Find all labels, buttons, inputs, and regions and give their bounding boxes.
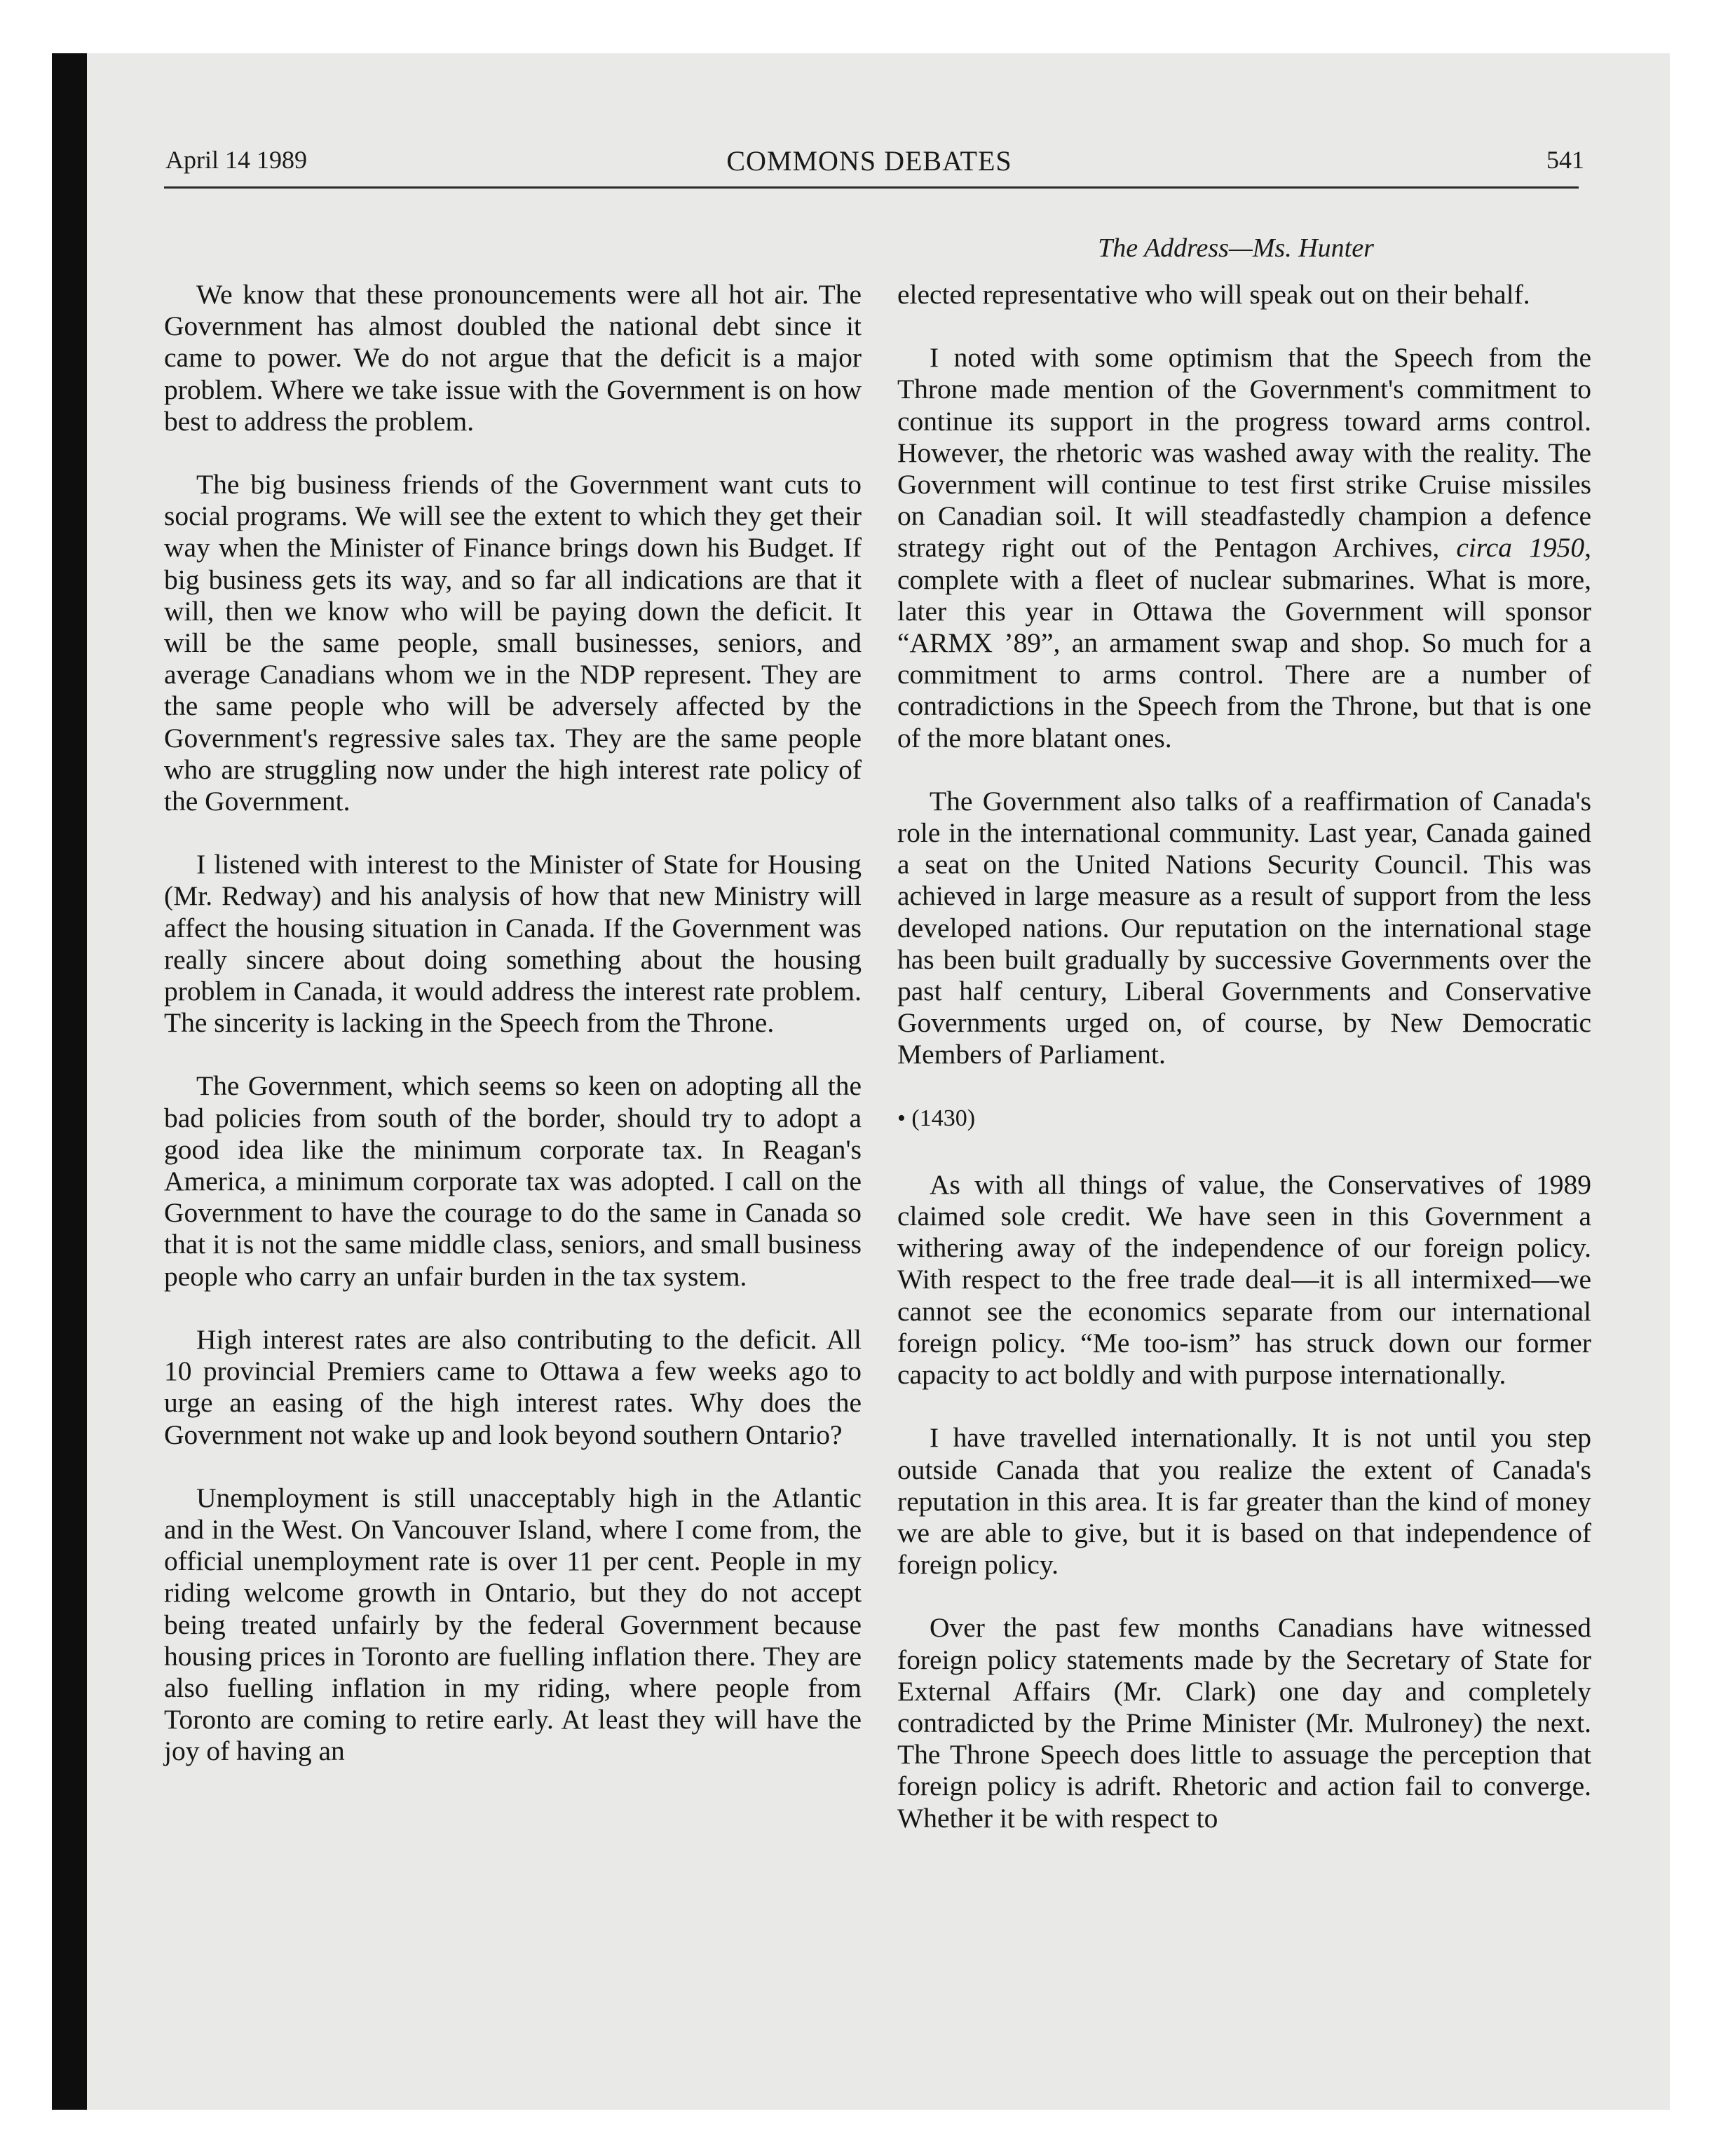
paragraph: I listened with interest to the Minister of State for Housing (Mr. Redway) and his analysis of how that new Ministry will affect the housing situation in Canada. If the Government was really sincere about doing something about the housing problem in Canada, it would address the interest rate problem. The sincerity is lacking in the Speech from the Throne.	[164, 849, 862, 1039]
text-run: , complete with a fleet of nuclear submarines. What is more, later this year in Ottawa the Government will sponsor “ARMX ’89”, an armament swap and shop. So much for a commitment to arms control. There are a number of contradictions in the Speech from the Throne, but that is one of the more blatant ones.	[897, 532, 1591, 753]
paragraph: The Government also talks of a reaffirmation of Canada's role in the international community. Last year, Canada gained a seat on the United Nations Security Council. This was achieved in large measure as a result of support from the less developed nations. Our reputation on the international stage has been built gradually by successive Governments over the past half century, Liberal Governments and Conservative Governments urged on, of course, by New Democratic Members of Parliament.	[897, 785, 1591, 1070]
time-marker: • (1430)	[897, 1105, 976, 1131]
paragraph	[897, 342, 1591, 754]
running-head: The Address—Ms. Hunter	[1098, 233, 1374, 263]
scan-binding-edge	[52, 53, 87, 2110]
paragraph: Unemployment is still unacceptably high in the Atlantic and in the West. On Vancouver Island, where I come from, the official unemployment rate is over 11 per cent. People in my riding welcome growth in Ontario, but they do not accept being treated unfairly by the federal Government because housing prices in Toronto are fuelling inflation there. They are also fuelling inflation in my riding, where people from Toronto are coming to retire early. At least they will have the joy of having an	[164, 1482, 862, 1767]
scan-top-margin	[0, 0, 1735, 53]
italic-phrase: circa 1950	[1456, 532, 1585, 564]
header-date: April 14 1989	[165, 146, 307, 174]
paragraph: Over the past few months Canadians have witnessed foreign policy statements made by the Secretary of State for External Affairs (Mr. Clark) one day and completely contradicted by the Prime Minister (Mr. Mulroney) the next. The Throne Speech does little to assuage the perception that foreign policy is adrift. Rhetoric and action fail to converge. Whether it be with respect to	[897, 1612, 1591, 1834]
paragraph: High interest rates are also contributing to the deficit. All 10 provincial Premiers came to Ottawa a few weeks ago to urge an easing of the high interest rates. Why does the Government not wake up and look beyond southern Ontario?	[164, 1323, 862, 1450]
header-title: COMMONS DEBATES	[726, 145, 1012, 177]
header-page-number: 541	[1546, 146, 1584, 174]
text-run: I noted with some optimism that the Speech from the Throne made mention of the Government's commitment to continue its support in the progress toward arms control. However, the rhetoric was washed away with the reality. The Government will continue to test first strike Cruise missiles on Canadian soil. It will steadfastedly champion a defence strategy right out of the Pentagon Archives,	[897, 342, 1591, 564]
paragraph-continuation: elected representative who will speak out on their behalf.	[897, 279, 1530, 310]
left-column	[164, 279, 862, 1768]
header-rule	[164, 186, 1579, 189]
right-column	[897, 279, 1591, 1834]
paragraph: As with all things of value, the Conservatives of 1989 claimed sole credit. We have seen in this Government a withering away of the independence of our foreign policy. With respect to the free trade deal—it is all intermixed—we cannot see the economics separate from our international foreign policy. “Me too-ism” has struck down our former capacity to act boldly and with purpose internationally.	[897, 1168, 1591, 1391]
paragraph: The Government, which seems so keen on adopting all the bad policies from south of the border, should try to adopt a good idea like the minimum corporate tax. In Reagan's America, a minimum corporate tax was adopted. I call on the Government to have the courage to do the same in Canada so that it is not the same middle class, seniors, and small business people who carry an unfair burden in the tax system.	[164, 1070, 862, 1292]
paragraph: The big business friends of the Government want cuts to social programs. We will see the extent to which they get their way when the Minister of Finance brings down his Budget. If big business gets its way, and so far all indications are that it will, then we know who will be paying down the deficit. It will be the same people, small businesses, seniors, and average Canadians whom we in the NDP represent. They are the same people who will be adversely affected by the Government's regressive sales tax. They are the same people who are struggling now under the high interest rate policy of the Government.	[164, 469, 862, 817]
paragraph: I have travelled internationally. It is not until you step outside Canada that you realize the extent of Canada's reputation in this area. It is far greater than the kind of money we are able to give, but it is based on that independence of foreign policy.	[897, 1422, 1591, 1581]
paragraph: We know that these pronouncements were all hot air. The Government has almost doubled the national debt since it came to power. We do not argue that the deficit is a major problem. Where we take issue with the Government is on how best to address the problem.	[164, 279, 862, 437]
